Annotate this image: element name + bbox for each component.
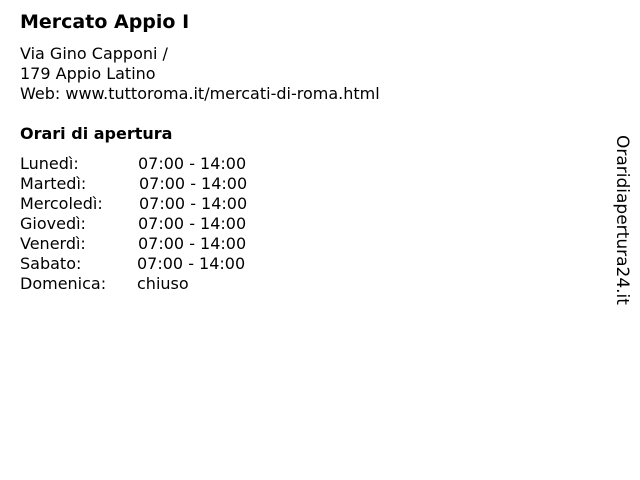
hours-row-saturday <box>20 254 280 274</box>
day-label: Venerdì: <box>20 234 86 253</box>
hours-row-friday <box>20 234 280 254</box>
hours-row-monday <box>20 154 280 174</box>
hours-row-tuesday <box>20 174 280 194</box>
day-label: Mercoledì: <box>20 194 103 213</box>
day-label: Lunedì: <box>20 154 79 173</box>
address-district: 179 Appio Latino <box>20 64 156 83</box>
time-value: 07:00 - 14:00 <box>137 254 246 273</box>
market-address <box>20 44 380 104</box>
site-brand-watermark: Oraridiapertura24.it <box>612 135 632 305</box>
day-label: Sabato: <box>20 254 82 273</box>
day-label: Martedì: <box>20 174 87 193</box>
time-value: 07:00 - 14:00 <box>139 194 248 213</box>
day-label: Giovedì: <box>20 214 86 233</box>
hours-row-wednesday <box>20 194 280 214</box>
hours-row-thursday <box>20 214 280 234</box>
day-label: Domenica: <box>20 274 107 293</box>
time-value: 07:00 - 14:00 <box>138 154 247 173</box>
hours-row-sunday <box>20 274 280 294</box>
time-value: 07:00 - 14:00 <box>139 174 248 193</box>
website-link[interactable]: Web: www.tuttoroma.it/mercati-di-roma.html <box>20 84 380 103</box>
time-value: 07:00 - 14:00 <box>138 234 247 253</box>
opening-hours-heading: Orari di apertura <box>20 124 173 143</box>
market-title: Mercato Appio I <box>20 11 190 33</box>
opening-hours-table <box>20 154 280 294</box>
time-value: chiuso <box>137 274 189 293</box>
address-street: Via Gino Capponi / <box>20 44 168 63</box>
time-value: 07:00 - 14:00 <box>138 214 247 233</box>
